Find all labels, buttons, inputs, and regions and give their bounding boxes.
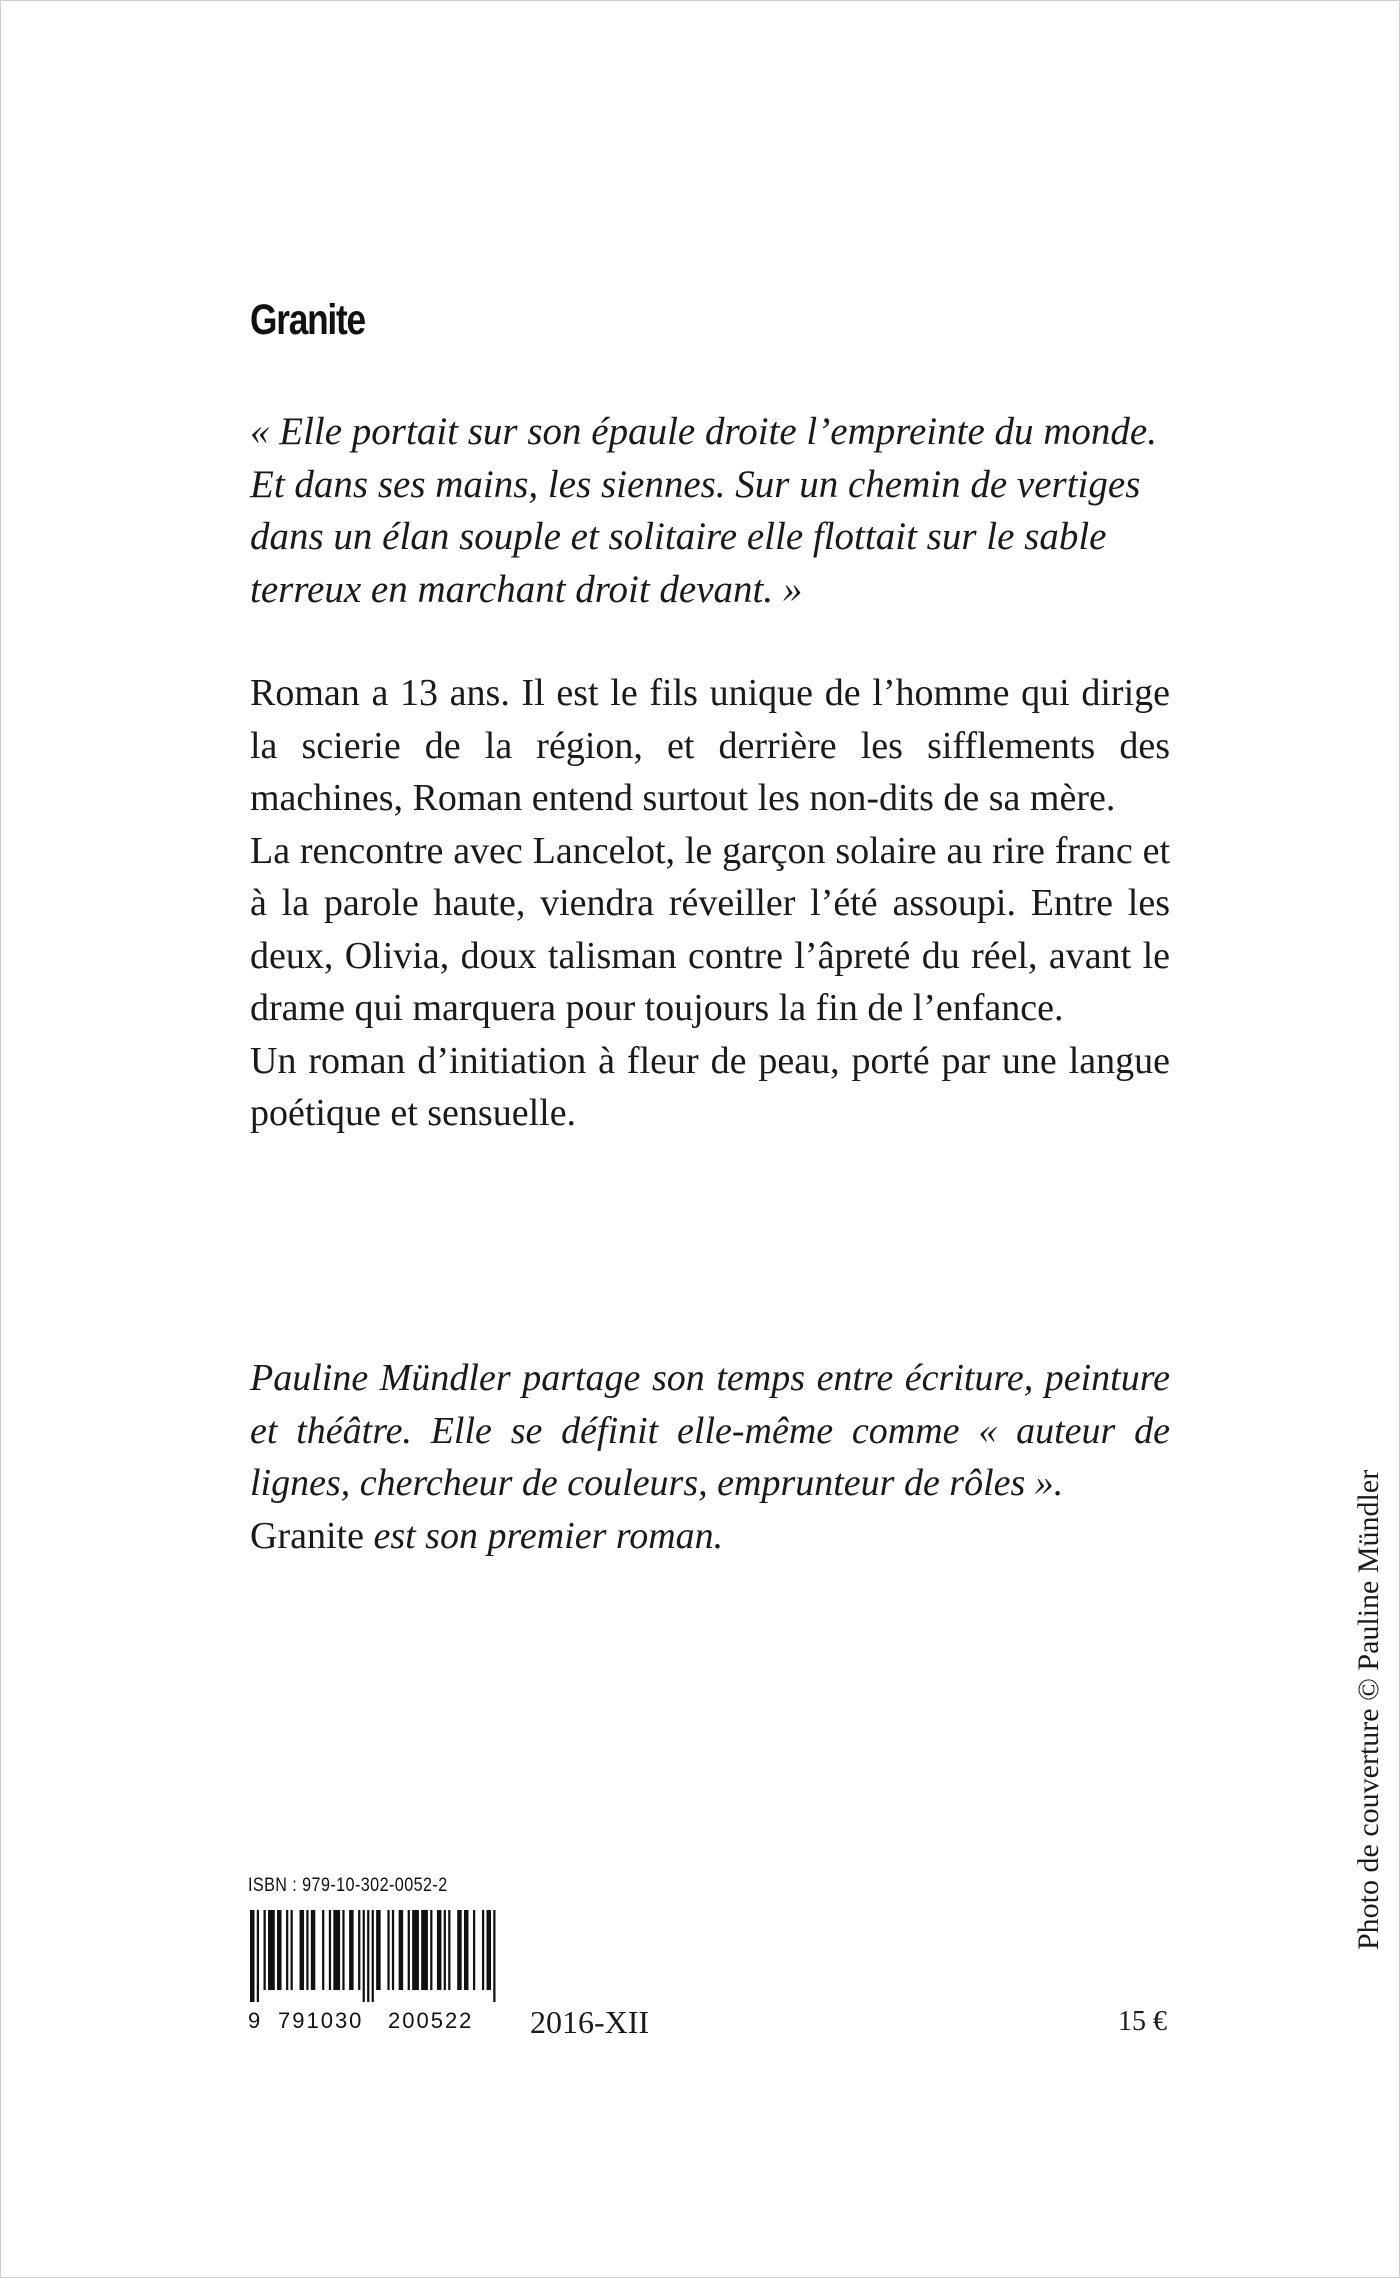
barcode-digit-first: 9	[248, 2008, 261, 2033]
barcode-bar	[358, 1910, 360, 1990]
barcode-bar	[421, 1910, 428, 1990]
barcode-bar	[387, 1910, 389, 1990]
barcode-bar	[392, 1910, 394, 1990]
barcode-bar	[349, 1910, 354, 1990]
barcode-bar	[286, 1910, 288, 1990]
barcode-bar	[363, 1910, 365, 2002]
barcode-digits	[248, 2008, 473, 2034]
barcode	[250, 1910, 500, 2002]
barcode-digit-group1: 791030	[278, 2008, 364, 2033]
barcode-bar	[376, 1910, 381, 1990]
barcode-bar	[493, 1910, 495, 2002]
barcode-bar	[399, 1910, 404, 1990]
barcode-bar	[437, 1910, 442, 1990]
barcode-bar	[367, 1910, 369, 2002]
barcode-bar	[430, 1910, 432, 1990]
barcode-bar	[412, 1910, 419, 1990]
barcode-bar	[300, 1910, 305, 1990]
barcode-bar	[268, 1910, 275, 1990]
author-bio-last-line	[250, 1510, 1170, 1563]
quote-line: Et dans ses mains, les siennes. Sur un chemin de vertiges	[250, 462, 1141, 506]
quote-line: terreux en marchant droit devant. »	[250, 567, 803, 611]
book-title-inline: Granite	[250, 1514, 364, 1557]
barcode-bar	[291, 1910, 293, 1990]
quote-line: « Elle portait sur son épaule droite l’empreinte du monde.	[250, 410, 1157, 453]
barcode-bar	[408, 1910, 410, 1990]
barcode-bar	[448, 1910, 450, 1990]
author-bio-text: Pauline Mündler partage son temps entre écriture, peinture et théâtre. Elle se définit elle-même comme « auteur de lignes, chercheur de couleurs, emprunteur de rôles ».	[250, 1357, 1170, 1504]
barcode-bar	[482, 1910, 484, 1990]
author-bio-last-rest: est son premier roman.	[363, 1514, 724, 1557]
isbn-label: ISBN : 979-10-302-0052-2	[248, 1875, 448, 1896]
barcode-bar	[464, 1910, 469, 1990]
opening-quote	[250, 406, 1170, 616]
barcode-bar	[322, 1910, 324, 1990]
synopsis-paragraph: Un roman d’initiation à fleur de peau, porté par une langue poétique et sensuelle.	[250, 1039, 1170, 1134]
barcode-bar	[457, 1910, 462, 1990]
barcode-bar	[486, 1910, 491, 1990]
barcode-bar	[250, 1910, 255, 2002]
barcode-bar	[306, 1910, 308, 1990]
quote-line: dans un élan souple et solitaire elle flottait sur le sable	[250, 515, 1107, 558]
book-title: Granite	[250, 296, 365, 344]
barcode-bar	[257, 1910, 259, 2002]
price: 15 €	[1118, 2006, 1167, 2037]
barcode-bar	[444, 1910, 446, 1990]
barcode-bar	[264, 1910, 266, 1990]
synopsis-paragraph: La rencontre avec Lancelot, le garçon solaire au rire franc et à la parole haute, viendra réveiller l’été assoupi. Entre les deux, Olivia, doux talisman contre l’âpreté du réel, avant le drame qui marquera pour toujours la fin de l’enfance.	[250, 829, 1170, 1029]
barcode-bar	[329, 1910, 331, 1990]
barcode-bar	[333, 1910, 340, 1990]
barcode-bar	[311, 1910, 316, 1990]
photo-credit: Photo de couverture © Pauline Mündler	[1352, 1469, 1385, 1950]
author-bio	[250, 1352, 1170, 1562]
barcode-bar	[342, 1910, 344, 1990]
synopsis	[250, 667, 1170, 1140]
barcode-bar	[277, 1910, 282, 1990]
synopsis-paragraph: Roman a 13 ans. Il est le fils unique de l’homme qui dirige la scierie de la région, et derrière les sifflements des machines, Roman entend surtout les non-dits de sa mère.	[250, 672, 1170, 819]
edition-code: 2016-XII	[530, 2004, 650, 2040]
barcode-digit-group2: 200522	[388, 2008, 474, 2033]
barcode-bar	[473, 1910, 475, 1990]
barcode-bar	[372, 1910, 374, 2002]
